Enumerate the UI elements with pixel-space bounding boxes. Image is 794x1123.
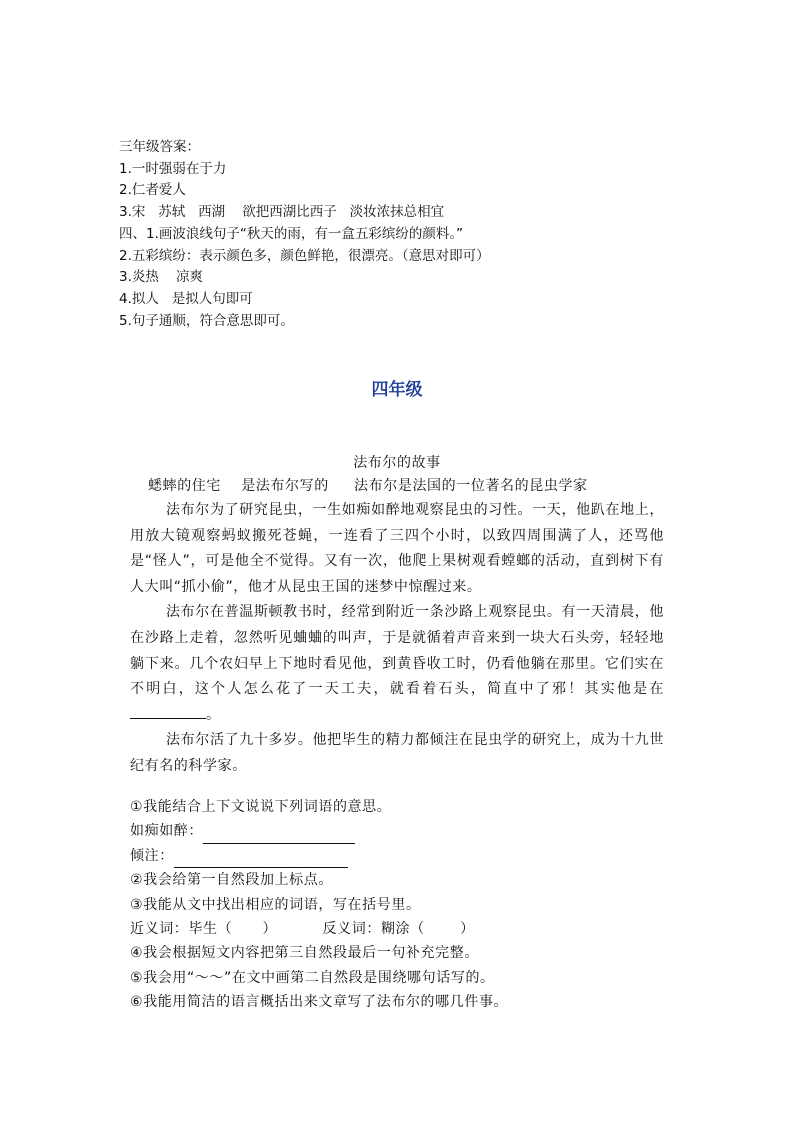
question-1b-label: 倾注： xyxy=(130,847,174,864)
answer-line: 3.炎热 凉爽 xyxy=(119,269,204,286)
paragraph-3: 法布尔活了九十多岁。他把毕生的精力都倾注在昆虫学的研究上，成为十九世纪有名的科学家。 xyxy=(130,732,664,774)
passage-title: 法布尔的故事 xyxy=(353,455,441,471)
answer-line: 1.一时强弱在于力 xyxy=(119,160,227,177)
question-4: ④我会根据短文内容把第三自然段最后一句补充完整。 xyxy=(130,945,479,962)
question-5: ⑤我会用“～～”在文中画第二自然段是围绕哪句话写的。 xyxy=(130,969,495,986)
paragraph-2 xyxy=(130,600,664,728)
question-1b xyxy=(130,844,508,868)
question-1: ①我能结合上下文说说下列词语的意思。 xyxy=(130,799,392,815)
reading-passage xyxy=(130,452,664,780)
question-1a-label: 如痴如醉： xyxy=(130,823,203,840)
answer-line: 4.拟人 是拟人句即可 xyxy=(119,290,253,307)
questions xyxy=(130,795,508,1015)
question-6: ⑥我能用简洁的语言概括出来文章写了法布尔的哪几件事。 xyxy=(130,994,509,1011)
answer-line: 2.仁者爱人 xyxy=(119,182,186,199)
question-3: ③我能从文中找出相应的词语，写在括号里。 xyxy=(130,896,421,913)
grade3-answers xyxy=(119,137,490,332)
question-2: ②我会给第一自然段加上标点。 xyxy=(130,872,333,889)
answer-line: 5.句子通顺，符合意思即可。 xyxy=(119,312,294,329)
paragraph-1: 法布尔为了研究昆虫，一生如痴如醉地观察昆虫的习性。一天，他趴在地上，用放大镜观察蚂蚁搬死苍蝇，一连看了三四个小时，以致四周围满了人，还骂他是“怪人”，可是他全不觉得。又有一次，他爬上果树观看螳螂的活动，直到树下有人大叫“抓小偷”，他才从昆虫王国的迷梦中惊醒过来。 xyxy=(130,502,664,595)
answers-heading: 三年级答案： xyxy=(119,139,200,155)
answer-blank[interactable] xyxy=(174,851,348,868)
paragraph-2-text: 法布尔在普温斯顿教书时，经常到附近一条沙路上观察昆虫。有一天清晨，他在沙路上走着，忽然听见蛐蛐的叫声，于是就循着声音来到一块大石头旁，轻轻地躺下来。几个农妇早上下地时看见他，到黄昏收工时，仍看他躺在那里。它们实在不明白，这个人怎么花了一天工夫，就看着石头，简直中了邪！其实他是在 xyxy=(130,604,664,698)
passage-subtitle: 蟋蟀的住宅 是法布尔写的 法布尔是法国的一位著名的昆虫学家 xyxy=(148,478,588,494)
answer-line: 3.宋 苏轼 西湖 欲把西湖比西子 淡妆浓抹总相宜 xyxy=(119,204,445,221)
fill-in-blank[interactable] xyxy=(130,703,206,719)
question-1a xyxy=(130,819,508,843)
answer-blank[interactable] xyxy=(203,827,355,844)
paragraph-2-end: 。 xyxy=(206,706,221,723)
answer-line: 2.五彩缤纷：表示颜色多，颜色鲜艳，很漂亮。（意思对即可） xyxy=(119,247,490,264)
answer-line: 四、1.画波浪线句子“秋天的雨，有一盒五彩缤纷的颜料。” xyxy=(119,225,464,242)
grade4-heading: 四年级 xyxy=(371,380,423,400)
question-3-line: 近义词：毕生（ ） 反义词：糊涂（ ） xyxy=(130,921,475,938)
